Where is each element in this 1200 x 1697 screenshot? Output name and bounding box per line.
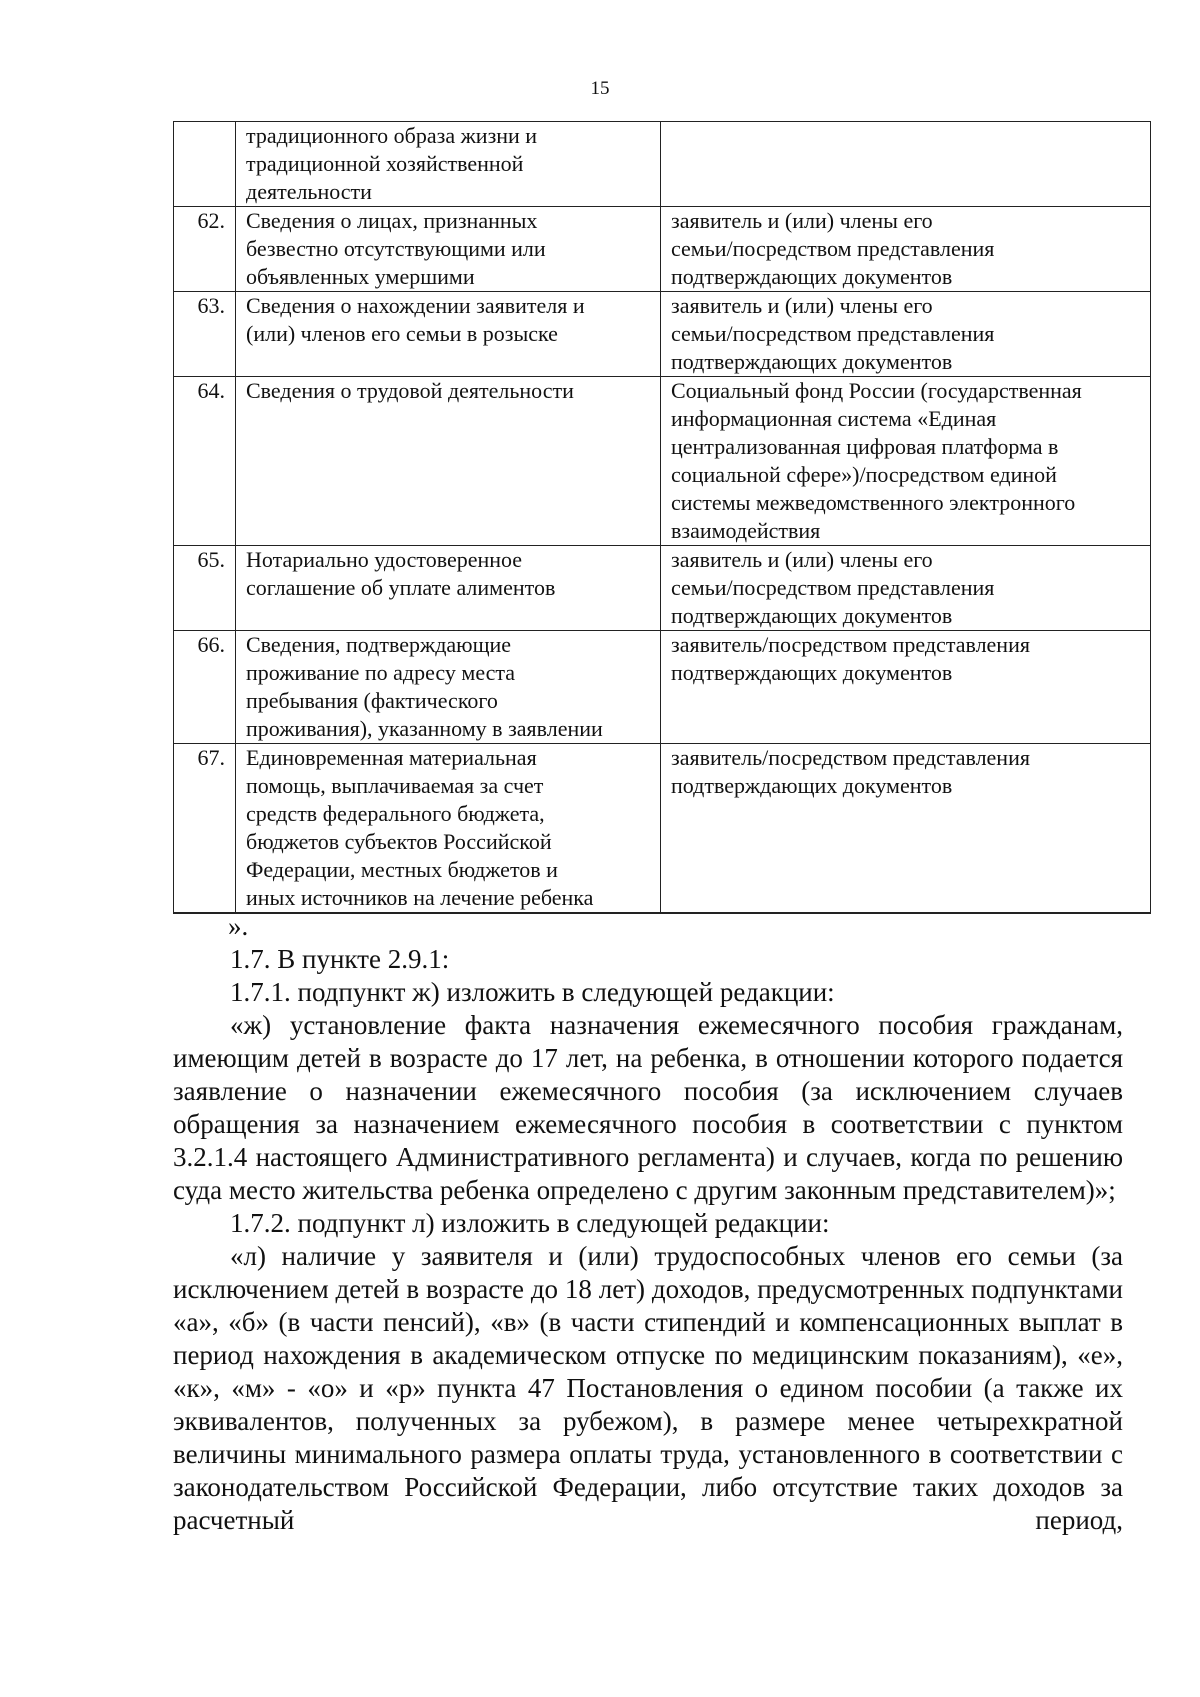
document-name-line: Сведения о трудовой деятельности: [246, 378, 574, 403]
table-row: [174, 546, 1151, 631]
document-source-line: подтверждающих документов: [671, 264, 953, 289]
document-name-cell: [236, 377, 661, 546]
row-number: 67.: [174, 744, 236, 914]
document-source-line: системы межведомственного электронного: [671, 490, 1076, 515]
document-name-line: соглашение об уплате алиментов: [246, 575, 556, 600]
body-text: [173, 910, 1123, 1537]
table-row: [174, 744, 1151, 914]
row-number: 66.: [174, 631, 236, 744]
document-name-line: Сведения, подтверждающие: [246, 632, 512, 657]
document-source-line: заявитель и (или) члены его: [671, 208, 933, 233]
document-name-line: Нотариально удостоверенное: [246, 547, 523, 572]
document-source-line: семьи/посредством представления: [671, 321, 995, 346]
document-source-line: подтверждающих документов: [671, 660, 953, 685]
document-name-line: проживания), указанному в заявлении: [246, 716, 603, 741]
paragraph-l: «л) наличие у заявителя и (или) трудоспособных членов его семьи (за исключением детей в возрасте до 18 лет) доходов, предусмотренных подпунктами «а», «б» (в части пенсий), «в» (в части стипендий и компенсационных выплат в период нахождения в академическом отпуске по медицинским показаниям), «е», «к», «м» - «о» и «р» пункта 47 Постановления о едином пособии (а также их эквивалентов, полученных за рубежом), в размере менее четырехкратной величины минимального размера оплаты труда, установленного в соответствии с законодательством Российской Федерации, либо отсутствие таких доходов за расчетный период,: [173, 1241, 1123, 1535]
document-source-line: подтверждающих документов: [671, 773, 953, 798]
table-row: [174, 377, 1151, 546]
document-name-cell: [236, 546, 661, 631]
documents-table: [173, 121, 1151, 914]
document-name-line: Единовременная материальная: [246, 745, 537, 770]
document-name-line: средств федерального бюджета,: [246, 801, 545, 826]
document-name-line: (или) членов его семьи в розыске: [246, 321, 558, 346]
document-name-line: деятельности: [246, 179, 372, 204]
document-name-line: пребывания (фактического: [246, 688, 498, 713]
row-number: 64.: [174, 377, 236, 546]
document-source-line: Социальный фонд России (государственная: [671, 378, 1082, 403]
document-name-line: объявленных умершими: [246, 264, 475, 289]
closing-quote: ».: [228, 911, 249, 941]
row-number: 63.: [174, 292, 236, 377]
document-name-line: Сведения о лицах, признанных: [246, 208, 538, 233]
document-name-line: традиционной хозяйственной: [246, 151, 524, 176]
document-name-cell: [236, 631, 661, 744]
document-source-line: семьи/посредством представления: [671, 236, 995, 261]
document-source-cell: [661, 292, 1151, 377]
row-number: 65.: [174, 546, 236, 631]
document-name-line: помощь, выплачиваемая за счет: [246, 773, 544, 798]
document-name-line: иных источников на лечение ребенка: [246, 885, 594, 910]
table-row: [174, 631, 1151, 744]
document-source-line: подтверждающих документов: [671, 603, 953, 628]
document-name-cell: [236, 744, 661, 914]
document-name-line: бюджетов субъектов Российской: [246, 829, 552, 854]
document-source-line: заявитель и (или) члены его: [671, 547, 933, 572]
table-row: [174, 207, 1151, 292]
document-source-cell: [661, 631, 1151, 744]
document-name-line: Федерации, местных бюджетов и: [246, 857, 558, 882]
document-source-line: централизованная цифровая платформа в: [671, 434, 1059, 459]
paragraph-zh: «ж) установление факта назначения ежемесячного пособия гражданам, имеющим детей в возрасте до 17 лет, на ребенка, в отношении которого подается заявление о назначении ежемесячного пособия (за исключением случаев обращения за назначением ежемесячного пособия в соответствии с пунктом 3.2.1.4 настоящего Административного регламента) и случаев, когда по решению суда место жительства ребенка определено с другим законным представителем)»;: [173, 1010, 1123, 1205]
document-name-cell: [236, 122, 661, 207]
document-source-cell: [661, 744, 1151, 914]
document-name-line: проживание по адресу места: [246, 660, 516, 685]
paragraph-1-7: 1.7. В пункте 2.9.1:: [230, 944, 450, 974]
paragraph-1-7-1: 1.7.1. подпункт ж) изложить в следующей редакции:: [230, 977, 835, 1007]
document-name-line: традиционного образа жизни и: [246, 123, 538, 148]
document-source-line: семьи/посредством представления: [671, 575, 995, 600]
document-name-cell: [236, 207, 661, 292]
document-source-cell: [661, 546, 1151, 631]
table-row: [174, 292, 1151, 377]
document-source-line: заявитель и (или) члены его: [671, 293, 933, 318]
document-name-line: Сведения о нахождении заявителя и: [246, 293, 585, 318]
document-name-cell: [236, 292, 661, 377]
document-source-line: информационная система «Единая: [671, 406, 997, 431]
document-source-cell: [661, 122, 1151, 207]
page-number: 15: [590, 78, 610, 99]
document-source-line: заявитель/посредством представления: [671, 745, 1030, 770]
document-source-cell: [661, 207, 1151, 292]
row-number: [174, 122, 236, 207]
row-number: 62.: [174, 207, 236, 292]
document-source-cell: [661, 377, 1151, 546]
paragraph-1-7-2: 1.7.2. подпункт л) изложить в следующей редакции:: [230, 1208, 830, 1238]
document-source-line: взаимодействия: [671, 518, 821, 543]
document-source-line: подтверждающих документов: [671, 349, 953, 374]
document-source-line: заявитель/посредством представления: [671, 632, 1030, 657]
table-row: [174, 122, 1151, 207]
document-source-line: социальной сфере»)/посредством единой: [671, 462, 1057, 487]
document-name-line: безвестно отсутствующими или: [246, 236, 546, 261]
